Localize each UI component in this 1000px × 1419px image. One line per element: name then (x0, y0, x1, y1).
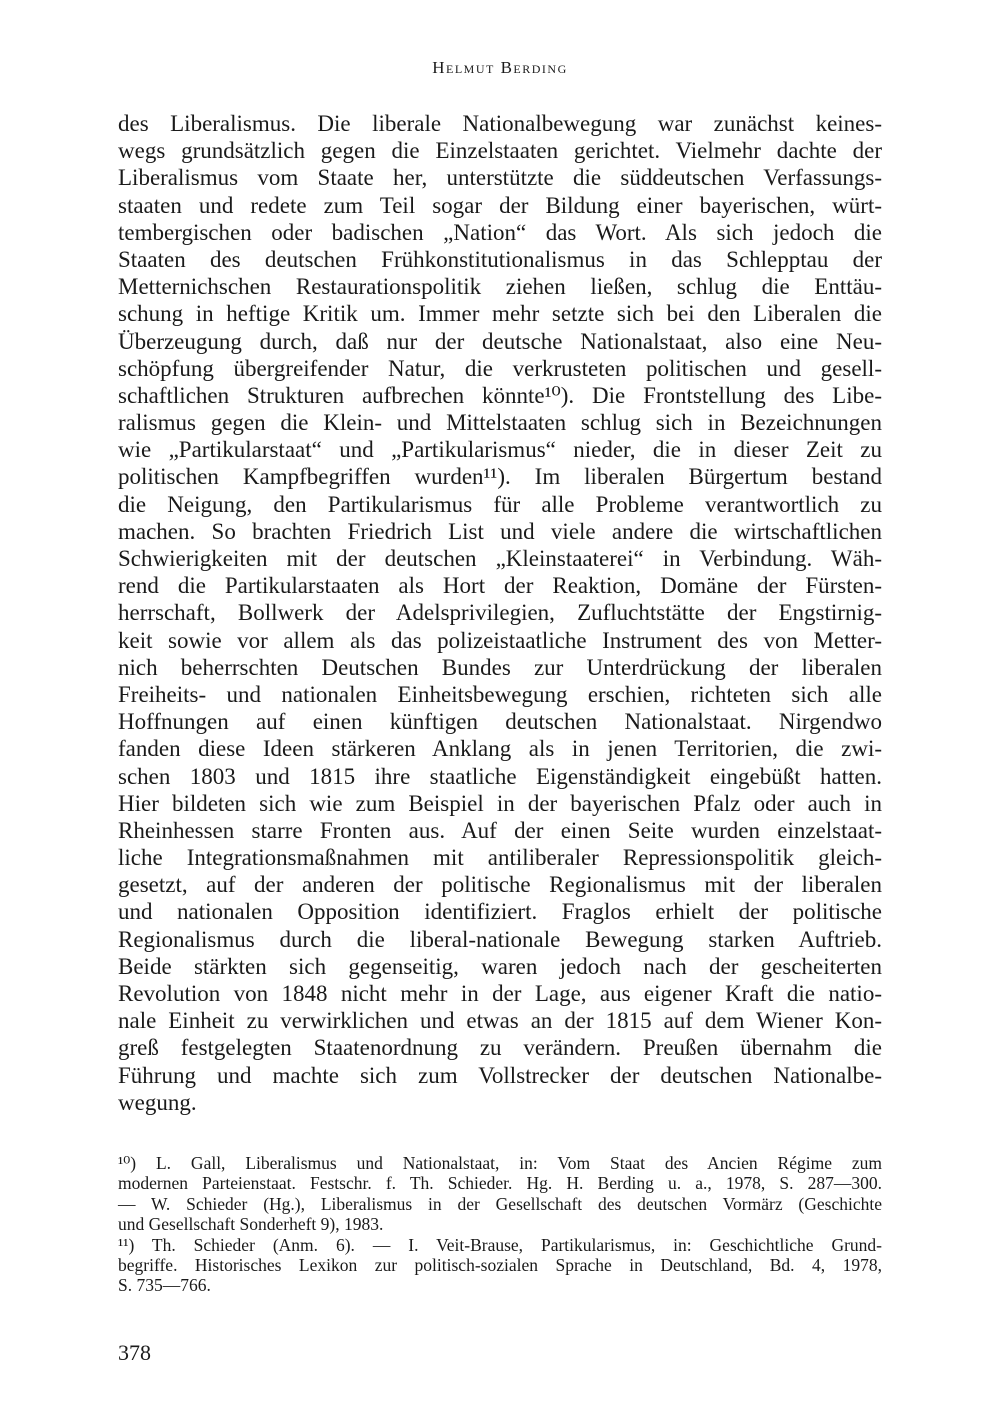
main-text-block (118, 110, 882, 1116)
footnote-line: modernen Parteienstaat. Festschr. f. Th. Schieder. Hg. H. Berding u. a., 1978, S. 287—300. (118, 1173, 882, 1194)
footnotes (118, 1153, 882, 1296)
body-line: Überzeugung durch, daß nur der deutsche Nationalstaat, also eine Neu- (118, 328, 882, 354)
body-line: Staaten des deutschen Frühkonstitutionalismus in das Schlepptau der (118, 246, 882, 272)
body-line: ralismus gegen die Klein- und Mittelstaaten schlug sich in Bezeichnungen (118, 410, 882, 436)
body-line: und nationalen Opposition identifiziert. Fraglos erhielt der politische (118, 899, 882, 925)
body-line: schöpfung übergreifender Natur, die verkrusteten politischen und gesell- (118, 355, 882, 381)
footnote-line: ¹⁰) L. Gall, Liberalismus und Nationalstaat, in: Vom Staat des Ancien Régime zum (118, 1153, 882, 1173)
body-line: Beide stärkten sich gegenseitig, waren jedoch nach der gescheiterten (118, 953, 882, 979)
body-line: Hoffnungen auf einen künftigen deutschen Nationalstaat. Nirgendwo (118, 709, 882, 735)
footnote-line: — W. Schieder (Hg.), Liberalismus in der Gesellschaft des deutschen Vormärz (Geschichte (118, 1193, 882, 1214)
body-line: politischen Kampfbegriffen wurden¹¹). Im liberalen Bürgertum bestand (118, 464, 882, 490)
body-line: Revolution von 1848 nicht mehr in der Lage, aus eigener Kraft die natio- (118, 981, 882, 1006)
page-number: 378 (118, 1340, 151, 1365)
body-line: wegs grundsätzlich gegen die Einzelstaaten gerichtet. Vielmehr dachte der (118, 138, 882, 164)
footnote-line: ¹¹) Th. Schieder (Anm. 6). — I. Veit-Brause, Partikularismus, in: Geschichtliche Grund- (118, 1234, 882, 1255)
body-line: nale Einheit zu verwirklichen und etwas an der 1815 auf dem Wiener Kon- (118, 1008, 882, 1034)
body-line: keit sowie vor allem als das polizeistaatliche Instrument des von Metter- (118, 627, 882, 653)
body-line: Liberalismus vom Staate her, unterstützte die süddeutschen Verfassungs- (118, 165, 882, 191)
footnote-line: und Gesellschaft Sonderheft 9), 1983. (118, 1214, 384, 1235)
body-line: tembergischen oder badischen „Nation“ das Wort. Als sich jedoch die (118, 219, 882, 245)
body-line: greß festgelegten Staatenordnung zu verändern. Preußen übernahm die (118, 1035, 882, 1061)
body-line: die Neigung, den Partikularismus für alle Probleme verantwortlich zu (118, 491, 882, 517)
body-line: liche Integrationsmaßnahmen mit antiliberaler Repressionspolitik gleich- (118, 845, 882, 871)
body-line: machen. So brachten Friedrich List und viele andere die wirtschaftlichen (118, 518, 882, 544)
body-line: herrschaft, Bollwerk der Adelsprivilegien, Zufluchtstätte der Engstirnig- (118, 600, 882, 626)
body-line: Freiheits- und nationalen Einheitsbewegung erschien, richteten sich alle (118, 681, 882, 707)
body-line: staaten und redete zum Teil sogar der Bildung einer bayerischen, würt- (118, 192, 882, 218)
footnote-line: S. 735—766. (118, 1275, 211, 1296)
body-line: wie „Partikularstaat“ und „Partikularismus“ nieder, die in dieser Zeit zu (118, 437, 882, 463)
body-line: wegung. (118, 1089, 197, 1115)
footnote-line: begriffe. Historisches Lexikon zur politisch-sozialen Sprache in Deutschland, Bd. 4, 1978, (118, 1254, 882, 1275)
body-line: Rheinhessen starre Fronten aus. Auf der einen Seite wurden einzelstaat- (118, 817, 882, 843)
body-line: rend die Partikularstaaten als Hort der Reaktion, Domäne der Fürsten- (118, 573, 882, 599)
body-line: fanden diese Ideen stärkeren Anklang als in jenen Territorien, die zwi- (118, 736, 882, 762)
body-line: des Liberalismus. Die liberale Nationalbewegung war zunächst keines- (118, 111, 882, 136)
body-line: Hier bildeten sich wie zum Beispiel in der bayerischen Pfalz oder auch in (118, 790, 882, 816)
body-line: Metternichschen Restaurationspolitik ziehen ließen, schlug die Enttäu- (118, 274, 882, 300)
body-line: gesetzt, auf der anderen der politische Regionalismus mit der liberalen (118, 872, 882, 898)
body-line: nich beherrschten Deutschen Bundes zur Unterdrückung der liberalen (118, 654, 882, 680)
running-head-author: Helmut Berding (432, 58, 568, 77)
body-line: Schwierigkeiten mit der deutschen „Kleinstaaterei“ in Verbindung. Wäh- (118, 546, 882, 571)
body-line: Regionalismus durch die liberal-nationale Bewegung starken Auftrieb. (118, 926, 882, 952)
body-line: Führung und machte sich zum Vollstrecker der deutschen Nationalbe- (118, 1062, 882, 1088)
body-line: schen 1803 und 1815 ihre staatliche Eigenständigkeit eingebüßt hatten. (118, 763, 882, 789)
body-line: schung in heftige Kritik um. Immer mehr setzte sich bei den Liberalen die (118, 301, 882, 327)
body-line: schaftlichen Strukturen aufbrechen könnte¹⁰). Die Frontstellung des Libe- (118, 382, 882, 408)
